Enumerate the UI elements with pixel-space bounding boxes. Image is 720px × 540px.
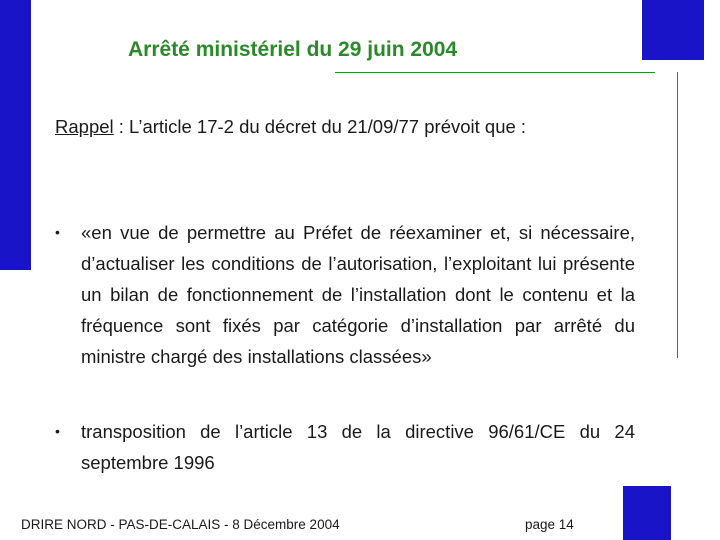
title-underline-rule bbox=[335, 72, 655, 73]
top-right-decoration bbox=[642, 0, 704, 60]
bullet-text: «en vue de permettre au Préfet de réexaminer et, si nécessaire, d’actualiser les conditions de l’autorisation, l’exploitant lui présente un bilan de fonctionnement de l’installation dont le contenu et la fréquence sont fixés par catégorie d’installation par arrêté du ministre chargé des installations classées» bbox=[81, 222, 635, 367]
bullet-list bbox=[55, 217, 635, 478]
footer-page-number: page 14 bbox=[525, 517, 574, 532]
bullet-item bbox=[55, 217, 635, 372]
bullet-dot-icon: • bbox=[55, 224, 60, 240]
rappel-text: : L’article 17-2 du décret du 21/09/77 prévoit que : bbox=[113, 116, 527, 137]
footer-organization: DRIRE NORD - PAS-DE-CALAIS - 8 Décembre 2004 bbox=[21, 517, 340, 532]
slide-title: Arrêté ministériel du 29 juin 2004 bbox=[128, 38, 458, 61]
bullet-dot-icon: • bbox=[55, 423, 60, 439]
rappel-lead: Rappel bbox=[55, 116, 114, 137]
right-vertical-rule bbox=[677, 72, 678, 358]
bullet-text: transposition de l’article 13 de la directive 96/61/CE du 24 septembre 1996 bbox=[81, 421, 635, 473]
left-accent-bar bbox=[0, 0, 31, 270]
rappel-paragraph bbox=[55, 113, 640, 141]
bullet-item bbox=[55, 416, 635, 478]
bottom-right-decoration bbox=[623, 486, 671, 540]
